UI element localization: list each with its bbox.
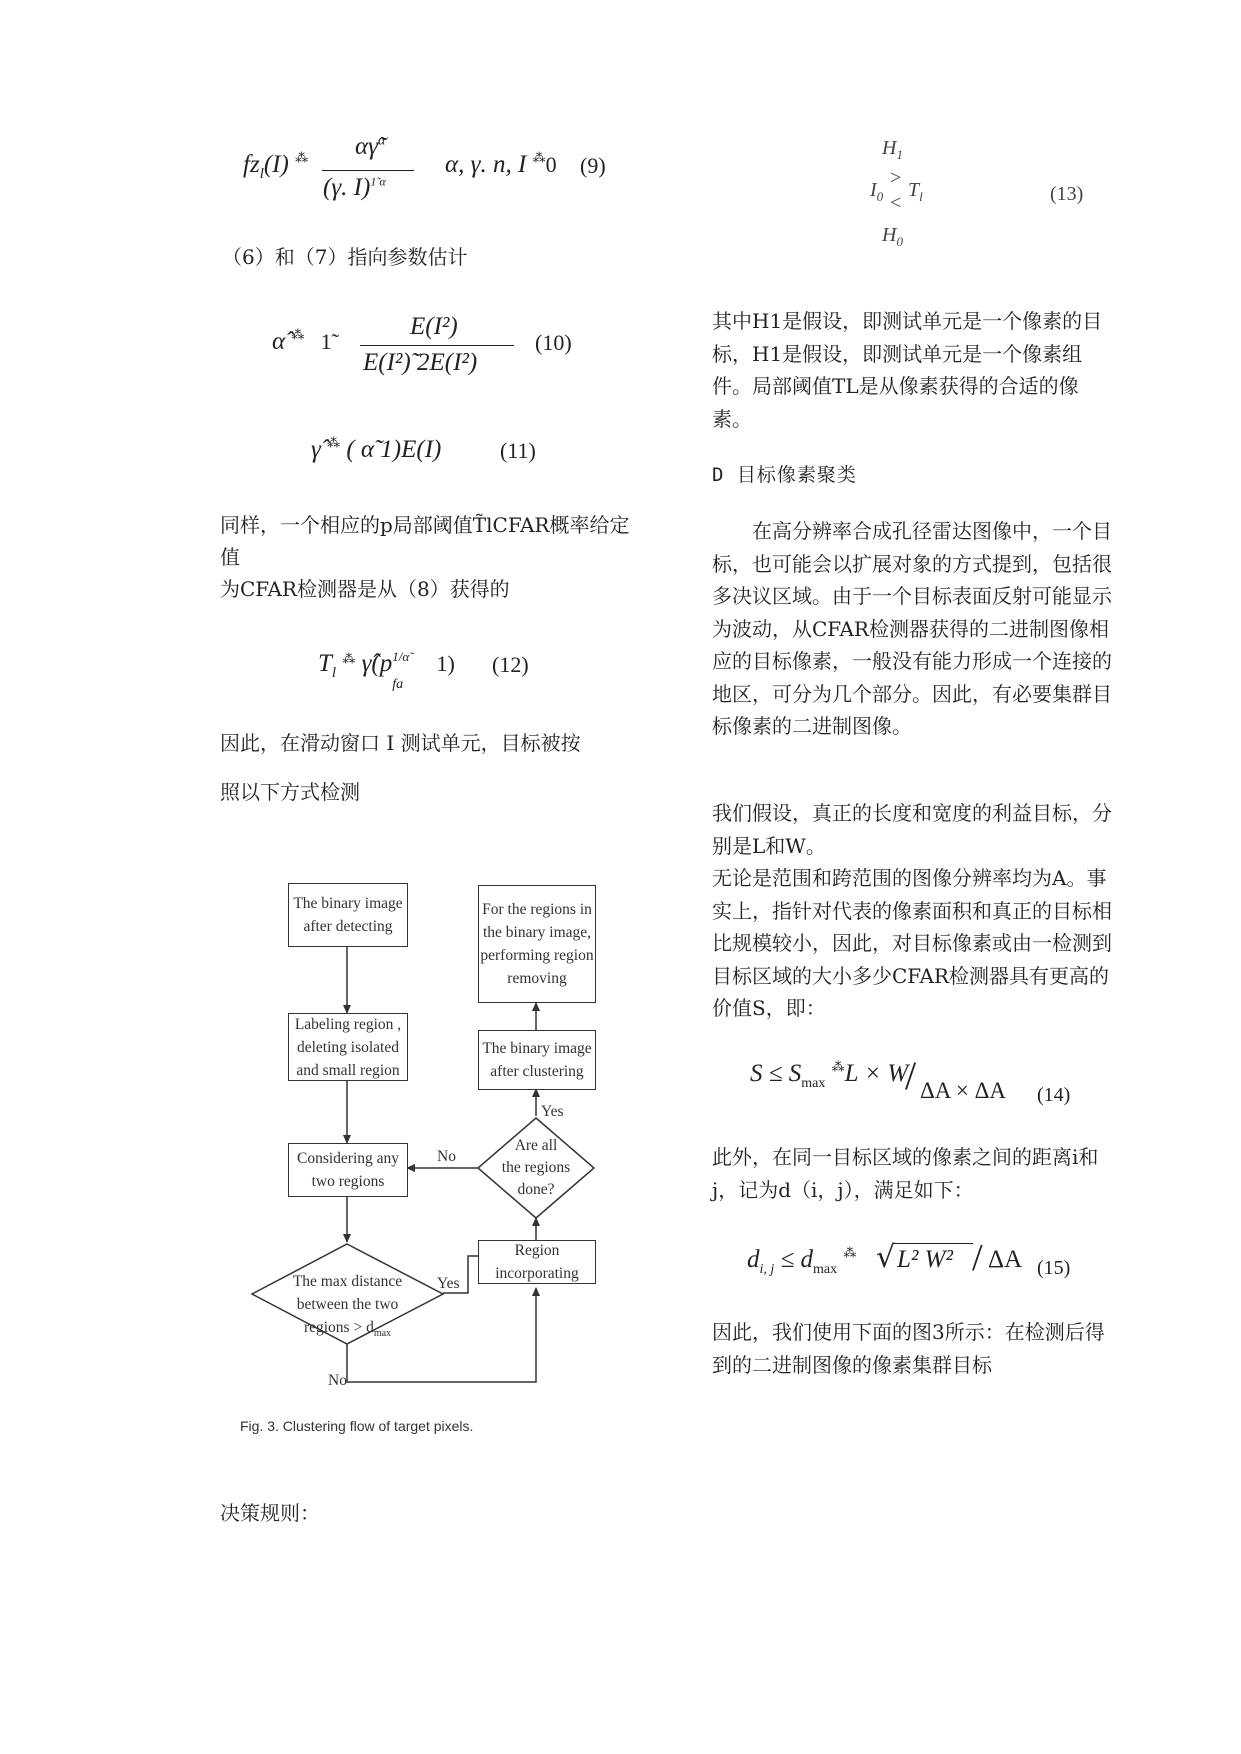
diamond-all-done-text: Are all the regions done? <box>501 1137 571 1198</box>
box-considering-regions: Considering any two regions <box>288 1143 408 1197</box>
para-distance: 此外，在同一目标区域的像素之间的距离i和j，记为d（i，j），满足如下： <box>712 1145 1099 1202</box>
para-decision-rule: 决策规则： <box>220 1501 320 1525</box>
box-labeling-region: Labeling region , deleting isolated and small region <box>288 1013 408 1081</box>
eq15-slash: / <box>972 1237 983 1279</box>
eq10-number: (10) <box>535 330 572 355</box>
eq15-number: (15) <box>1037 1257 1071 1279</box>
label-no-distance: No <box>328 1372 347 1389</box>
label-no-loop: No <box>437 1148 456 1165</box>
para-high-resolution: 在高分辨率合成孔径雷达图像中，一个目标，也可能会以扩展对象的方式提到，包括很多决议区域。由于一个目标表面反射可能显示为波动，从CFAR检测器获得的二进制图像相应的目标像素，一般没有能力形成一个连接的地区，可分为几个部分。因此，有必要集群目标像素的二进制图像。 <box>712 519 1112 738</box>
diamond-max-distance-text: The max distance between the two regions > $d_{max}$ <box>292 1273 403 1340</box>
para-thus-detect: 因此，在滑动窗口 I 测试单元，目标被按 <box>220 731 581 755</box>
eq9-lhs: $fz_l(I)$ ⁂ <box>243 150 309 182</box>
eq14-slash: / <box>905 1053 917 1098</box>
eq14-number: (14) <box>1037 1084 1071 1106</box>
eq9-number: (9) <box>580 153 606 178</box>
eq11-number: (11) <box>500 438 536 463</box>
para-same-threshold-2: 为CFAR检测器是从（8）获得的 <box>220 577 510 601</box>
eq13-number: (13) <box>1050 183 1084 205</box>
eq10-numerator: E(I²) <box>410 313 458 340</box>
para-hypothesis: 其中H1是假设，即测试单元是一个像素的目标，H1是假设，即测试单元是一个像素组件。局部阈值TL是从像素获得的合适的像素。 <box>712 309 1103 431</box>
para-param-estimate: （6）和（7）指向参数估计 <box>222 245 468 269</box>
section-heading-d: D 目标像素聚类 <box>712 464 857 486</box>
eq14-denominator: ΔA × ΔA <box>920 1078 1007 1103</box>
eq15-radicand: L² W² <box>897 1246 953 1273</box>
box-binary-after-detecting: The binary image after detecting <box>288 883 408 947</box>
eq10-fraction-bar <box>360 345 514 346</box>
box-region-incorporating: Region incorporating <box>478 1240 596 1284</box>
eq14: $S \le S_{max}$ ⁂L × W <box>750 1059 909 1091</box>
eq12-number: (12) <box>492 652 529 677</box>
label-yes-done: Yes <box>541 1103 564 1120</box>
eq15-sqrt-sign: √ <box>876 1240 896 1275</box>
para-thus-detect-2: 照以下方式检测 <box>220 780 360 804</box>
para-figure-reference: 因此，我们使用下面的图3所示：在检测后得到的二进制图像的像素集群目标 <box>712 1320 1105 1377</box>
eq9-condition: α, γ. n, I ⁂0 <box>445 150 557 178</box>
eq9-fraction-bar <box>322 170 414 171</box>
eq10-lhs: α̂ ⁂ 1̃ <box>272 327 332 355</box>
para-assume-1: 我们假设，真正的长度和宽度的利益目标，分别是L和W。 <box>712 801 1112 858</box>
eq9-numerator: αγ̃$^\alpha$ <box>355 133 386 160</box>
para-assume-2: 无论是范围和跨范围的图像分辨率均为A。事实上，指针对代表的像素面积和真正的目标相比规模较小，因此，对目标像素或由一检测到目标区域的大小多少CFAR检测器具有更高的价值S，即： <box>712 866 1112 1020</box>
label-yes-distance: Yes <box>437 1275 460 1292</box>
box-region-removing: For the regions in the binary image, performing region removing <box>478 885 596 1003</box>
eq11: γ̂ ⁂ ( α̃ 1)E(I) <box>311 435 442 463</box>
box-binary-after-clustering: The binary image after clustering <box>478 1030 596 1090</box>
eq15-sqrt-bar <box>895 1243 973 1244</box>
eq10-denominator: E(I²)̃ 2E(I²) <box>363 349 478 376</box>
eq12: $T_l$ ⁂ γ̂(p 1/α̃ fa 1) <box>318 649 455 692</box>
eq15: $d_{i, j} \le d_{max}$ ⁂ <box>747 1245 857 1277</box>
eq9-denominator: (γ. I)$^{1̃ \alpha}$ <box>323 174 386 201</box>
para-same-threshold: 同样，一个相应的p局部阈值T̃lCFAR概率给定值 <box>220 513 630 569</box>
figure-caption: Fig. 3. Clustering flow of target pixels. <box>240 1418 474 1434</box>
eq15-denominator: ΔA <box>988 1246 1023 1273</box>
